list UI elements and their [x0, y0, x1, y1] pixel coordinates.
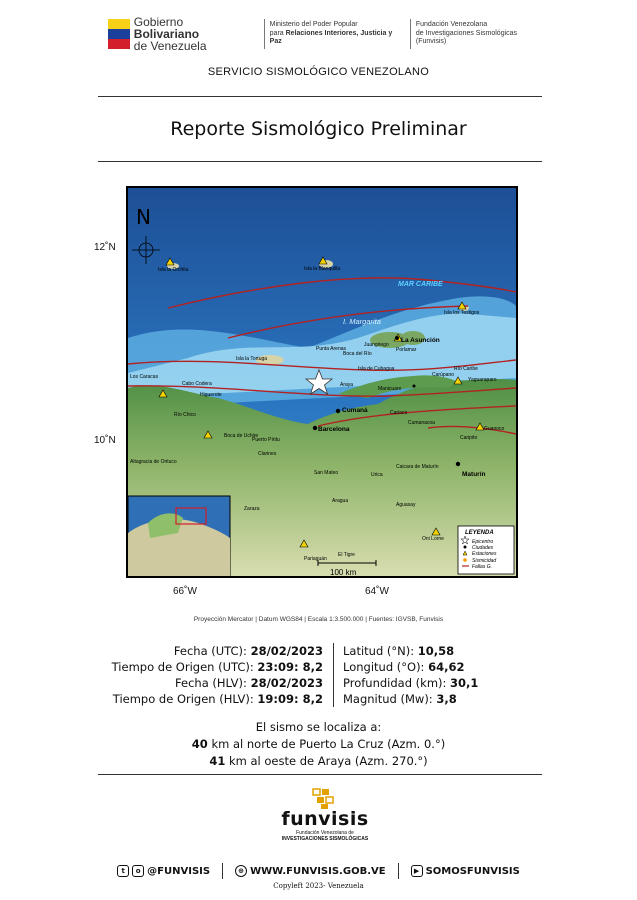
- svg-text:Porlamar: Porlamar: [396, 347, 417, 353]
- svg-text:100 km: 100 km: [330, 568, 357, 576]
- svg-text:Punta Arenas: Punta Arenas: [316, 346, 347, 352]
- sea-label: MAR CARIBE: [398, 281, 443, 288]
- location-intro: El sismo se localiza a:: [255, 720, 382, 734]
- svg-text:Barcelona: Barcelona: [318, 426, 350, 433]
- svg-text:Carúpano: Carúpano: [432, 372, 454, 378]
- footer-divider: [398, 863, 399, 879]
- svg-text:Pariaguán: Pariaguán: [304, 556, 327, 562]
- youtube-icon: ▶: [411, 865, 423, 877]
- svg-text:La Asunción: La Asunción: [401, 337, 440, 344]
- island-label: I. Margarita: [343, 317, 381, 326]
- svg-text:Isla los Testigos: Isla los Testigos: [444, 310, 480, 316]
- service-name: SERVICIO SISMOLÓGICO VENEZOLANO: [207, 66, 430, 78]
- svg-text:Clarines: Clarines: [258, 451, 277, 457]
- map-svg: [128, 188, 516, 576]
- north-arrow: N: [136, 205, 151, 229]
- svg-text:Oni Lorne: Oni Lorne: [422, 536, 444, 542]
- svg-text:Estaciones: Estaciones: [472, 551, 497, 557]
- page-header: [108, 14, 548, 54]
- svg-text:Isla de Cubagua: Isla de Cubagua: [358, 366, 395, 372]
- svg-text:El Tigre: El Tigre: [338, 552, 355, 558]
- funvisis-squares-icon: [312, 788, 338, 810]
- map-caption: Proyección Mercator | Datum WGS84 | Escala 1:3.500.000 | Fuentes: IGVSB, Funvisis: [193, 616, 444, 623]
- svg-text:Isla la Tortuga: Isla la Tortuga: [236, 356, 268, 362]
- svg-text:Aguasay: Aguasay: [396, 502, 416, 508]
- svg-text:Urica: Urica: [371, 472, 383, 478]
- svg-text:Boca del Río: Boca del Río: [343, 351, 372, 357]
- divider-bottom: [98, 774, 542, 775]
- info-row: Profundidad (km): 30,1: [343, 676, 479, 690]
- epicenter-map: [126, 186, 518, 578]
- svg-text:Caripito: Caripito: [460, 435, 478, 441]
- svg-text:San Mateo: San Mateo: [314, 470, 339, 476]
- info-row: Tiempo de Origen (HLV): 19:09: 8,2: [112, 692, 323, 706]
- divider-title: [98, 161, 542, 162]
- svg-text:Guanoco: Guanoco: [484, 426, 505, 432]
- lon-label-64: 64˚W: [365, 586, 389, 597]
- logo-subtitle: Fundación Venezolana de INVESTIGACIONES SISMOLÓGICAS: [281, 830, 369, 842]
- svg-text:Río Caribe: Río Caribe: [454, 366, 478, 372]
- lat-label-12: 12˚N: [94, 242, 116, 253]
- instagram-icon: o: [132, 865, 144, 877]
- map-legend: [458, 526, 514, 574]
- svg-text:Yaguaraparo: Yaguaraparo: [468, 377, 497, 383]
- foundation-name: Fundación Venezolana de Investigaciones Sismológicas (Funvisis): [415, 21, 518, 46]
- time-details: [112, 643, 323, 707]
- youtube-handle[interactable]: SOMOSFUNVISIS: [425, 865, 520, 877]
- footer-divider: [222, 863, 223, 879]
- event-details: [0, 643, 637, 707]
- social-handle[interactable]: @FUNVISIS: [147, 865, 211, 877]
- svg-text:Maturín: Maturín: [462, 471, 486, 478]
- government-logo-text: Gobierno Bolivariano de Venezuela: [133, 15, 207, 53]
- svg-text:Sismicidad: Sismicidad: [472, 558, 497, 564]
- svg-text:Araya: Araya: [340, 382, 354, 388]
- svg-text:Isla la Blanquilla: Isla la Blanquilla: [304, 266, 341, 272]
- lon-label-66: 66˚W: [173, 586, 197, 597]
- website-link[interactable]: WWW.FUNVISIS.GOB.VE: [250, 865, 386, 877]
- svg-text:Altagracia de Orituco: Altagracia de Orituco: [130, 459, 177, 465]
- twitter-icon: t: [117, 865, 129, 877]
- svg-text:Cariaco: Cariaco: [390, 410, 408, 416]
- info-row: Longitud (°O): 64,62: [343, 660, 465, 674]
- location-summary: [0, 719, 637, 770]
- location-line: 40 km al norte de Puerto La Cruz (Azm. 0.°): [191, 737, 446, 751]
- svg-text:Zaraza: Zaraza: [244, 506, 260, 512]
- copyleft: Copyleft 2023- Venezuela: [273, 882, 364, 890]
- svg-text:Puerto Píritu: Puerto Píritu: [252, 437, 280, 443]
- info-row: Fecha (UTC): 28/02/2023: [173, 644, 323, 658]
- svg-text:Manicuare: Manicuare: [378, 386, 402, 392]
- header-divider: [410, 19, 411, 49]
- info-row: Magnitud (Mw): 3,8: [343, 692, 457, 706]
- svg-text:Ciudades: Ciudades: [472, 545, 494, 551]
- logo-word: funvisis: [281, 808, 369, 830]
- svg-text:Los Caracas: Los Caracas: [130, 374, 159, 380]
- footer: [0, 862, 637, 880]
- info-row: Latitud (°N): 10,58: [343, 644, 455, 658]
- svg-text:Río Chico: Río Chico: [174, 412, 196, 418]
- location-details: [343, 643, 478, 707]
- header-divider: [264, 19, 265, 49]
- location-line: 41 km al oeste de Araya (Azm. 270.°): [209, 754, 428, 768]
- svg-text:Boca de Uchire: Boca de Uchire: [224, 433, 259, 439]
- inset-map: [128, 496, 230, 576]
- svg-text:Aragua: Aragua: [332, 498, 349, 504]
- divider-top: [98, 96, 542, 97]
- info-divider: [333, 643, 334, 707]
- report-title: Reporte Sismológico Preliminar: [170, 118, 467, 140]
- svg-text:Cabo Codera: Cabo Codera: [182, 381, 212, 387]
- ministry-name: Ministerio del Poder Popular para Relaciones Interiores, Justicia y Paz: [269, 21, 393, 46]
- svg-text:Cumaná: Cumaná: [342, 407, 368, 414]
- globe-icon: ⊕: [235, 865, 247, 877]
- lat-label-10: 10˚N: [94, 435, 116, 446]
- svg-text:LEYENDA: LEYENDA: [465, 530, 494, 536]
- svg-text:Epicentro: Epicentro: [472, 539, 494, 545]
- info-row: Tiempo de Origen (UTC): 23:09: 8,2: [111, 660, 323, 674]
- svg-text:Isla la Orchila: Isla la Orchila: [158, 267, 189, 273]
- svg-text:Fallas G.: Fallas G.: [472, 564, 493, 570]
- svg-text:Higuerote: Higuerote: [200, 392, 222, 398]
- svg-text:Cumanacoa: Cumanacoa: [408, 420, 435, 426]
- svg-text:Juangriego: Juangriego: [364, 342, 389, 348]
- venezuela-flag-icon: [108, 19, 130, 49]
- info-row: Fecha (HLV): 28/02/2023: [175, 676, 323, 690]
- funvisis-logo: [280, 788, 370, 850]
- svg-text:Caicara de Maturín: Caicara de Maturín: [396, 464, 439, 470]
